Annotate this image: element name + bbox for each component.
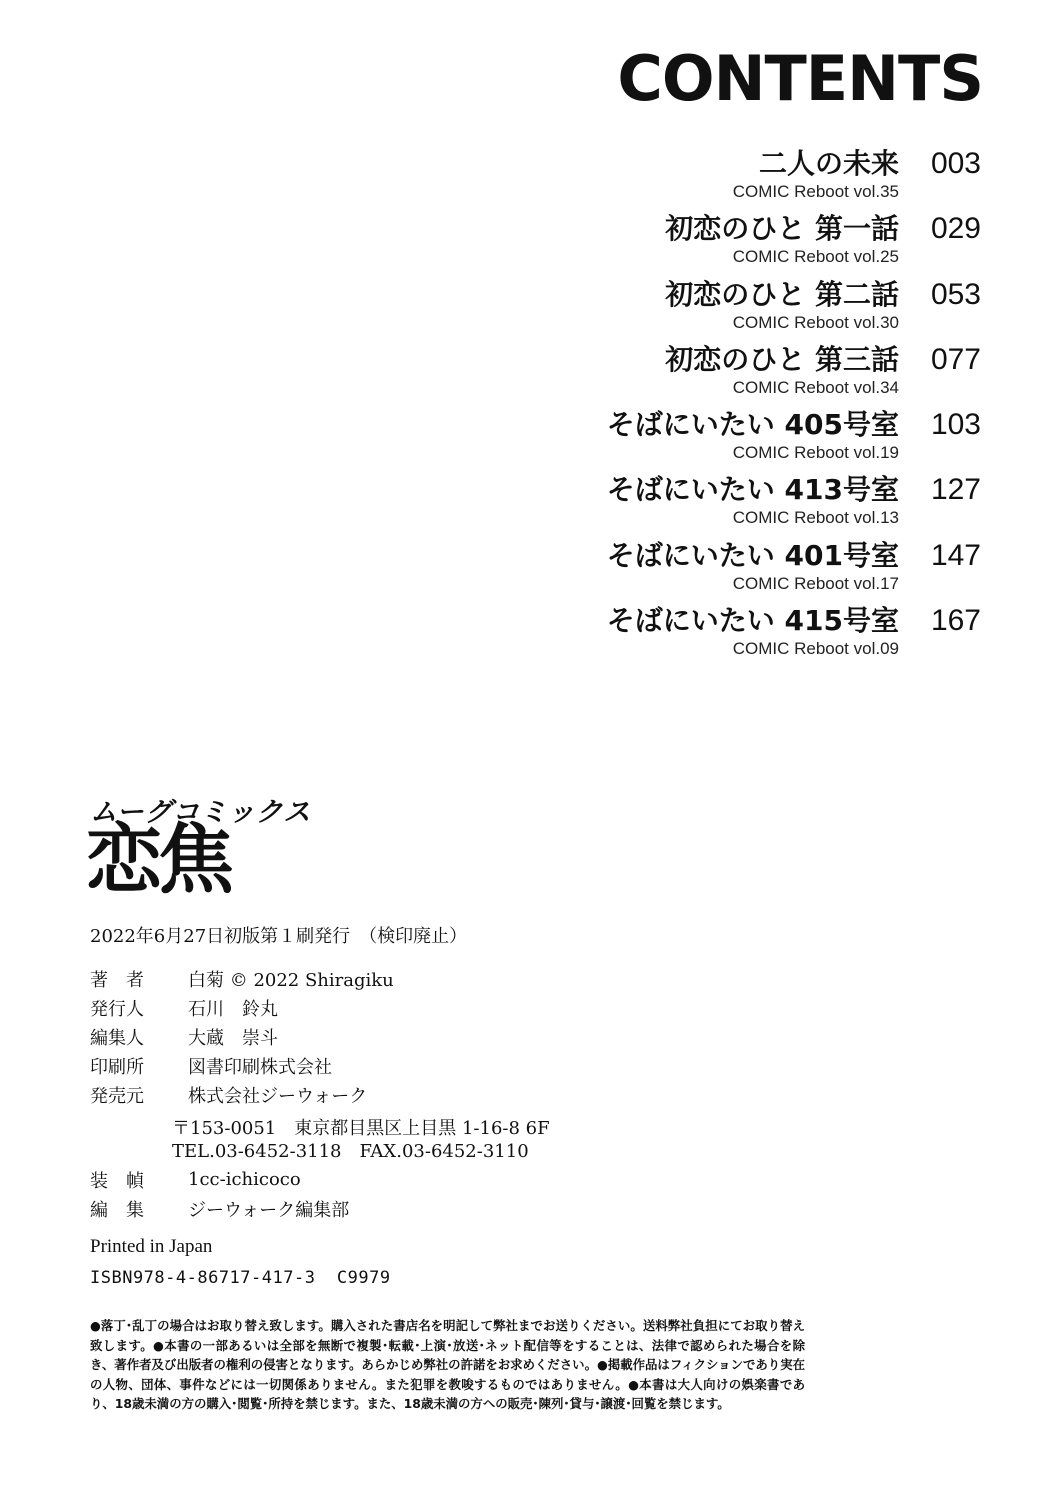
toc-entry[interactable] <box>461 538 981 603</box>
toc-entry[interactable] <box>461 472 981 537</box>
credits-list <box>90 964 394 1109</box>
toc-entry[interactable] <box>461 146 981 211</box>
publisher-address <box>172 1117 550 1163</box>
credit-name: 石川 鈴丸 <box>188 998 278 1020</box>
credit-row <box>90 964 394 993</box>
toc-entry-text <box>607 407 899 463</box>
toc-entry-source: COMIC Reboot vol.19 <box>732 443 899 463</box>
credit-name: 図書印刷株式会社 <box>188 1056 332 1078</box>
credit-row <box>90 1165 349 1194</box>
credit-row <box>90 1051 394 1080</box>
toc-entry[interactable] <box>461 407 981 472</box>
credit-role: 印刷所 <box>90 1056 144 1078</box>
toc-entry-title: 初恋のひと 第三話 <box>665 342 899 376</box>
toc-entry-page: 103 <box>930 408 981 442</box>
isbn: ISBN978-4-86717-417-3 C9979 <box>90 1268 391 1288</box>
toc-entry-page: 127 <box>930 473 981 507</box>
credits-list-secondary <box>90 1165 349 1223</box>
imprint-label: ムーグコミックス <box>90 797 312 828</box>
toc-entry-text <box>607 603 899 659</box>
toc-entry-text <box>665 342 899 398</box>
toc-entry-title: 初恋のひと 第二話 <box>665 277 899 311</box>
toc-entry-text <box>733 146 899 202</box>
toc-entry-text <box>665 211 899 267</box>
printed-in: Printed in Japan <box>90 1236 213 1257</box>
toc-entry-page: 029 <box>930 212 981 246</box>
credit-role: 装 幀 <box>90 1170 144 1192</box>
credit-row <box>90 1080 394 1109</box>
toc-entry-title: そばにいたい 405号室 <box>606 408 899 442</box>
toc-entry-source: COMIC Reboot vol.25 <box>732 247 899 267</box>
toc-entry-source: COMIC Reboot vol.13 <box>732 508 899 528</box>
legal-notice: ●落丁･乱丁の場合はお取り替え致します。購入された書店名を明記して弊社までお送りください。送料弊社負担にてお取り替え致します。●本書の一部あるいは全部を無断で複製･転載･上演･放送･ネット配信等をすることは、法律で認められた場合を除き、著作者及び出版者の権利の侵害となります。あらかじめ弊社の許諾をお求めください。●掲載作品はフィクションであり実在の人物、団体、事件などには一切関係ありません。また犯罪を教唆するものではありません。●本書は大人向けの娯楽書であり、18歳未満の方の購入･閲覧･所持を禁じます。また、18歳未満の方への販売･陳列･貸与･譲渡･回覧を禁じます。 <box>90 1318 805 1412</box>
credit-role: 編 集 <box>90 1199 144 1221</box>
address-line: 〒153-0051 東京都目黒区上目黒 1-16-8 6F <box>172 1118 550 1139</box>
toc-entry-text <box>665 277 899 333</box>
credit-name: ジーウォーク編集部 <box>188 1199 350 1221</box>
toc-entry-title: そばにいたい 415号室 <box>606 604 899 638</box>
toc-entry-page: 077 <box>930 342 981 376</box>
toc-entry-text <box>607 472 899 528</box>
credit-name: 株式会社ジーウォーク <box>188 1085 368 1107</box>
credit-row <box>90 1022 394 1051</box>
book-title: 恋焦 <box>86 815 230 904</box>
toc-entry-text <box>607 538 899 594</box>
contents-heading: CONTENTS <box>617 42 983 115</box>
toc-entry-source: COMIC Reboot vol.30 <box>732 312 899 332</box>
credit-name: 大蔵 崇斗 <box>188 1027 278 1049</box>
credit-name: 白菊 © 2022 Shiragiku <box>188 969 394 991</box>
toc-entry-page: 003 <box>930 147 981 180</box>
toc-entry-source: COMIC Reboot vol.35 <box>732 182 899 201</box>
toc-entry-page: 053 <box>930 277 981 311</box>
edition-line: 2022年6月27日初版第１刷発行 （検印廃止） <box>90 926 468 947</box>
phone-fax-line: TEL.03-6452-3118 FAX.03-6452-3110 <box>172 1141 529 1162</box>
toc-entry-title: 二人の未来 <box>758 147 899 180</box>
toc-entry-title: そばにいたい 401号室 <box>606 538 899 572</box>
toc-entry-title: 初恋のひと 第一話 <box>665 212 899 246</box>
credit-role: 発行人 <box>90 998 144 1020</box>
credit-role: 発売元 <box>90 1085 144 1107</box>
toc-entry-source: COMIC Reboot vol.09 <box>732 639 899 659</box>
toc-entry-page: 167 <box>930 604 981 638</box>
table-of-contents <box>461 146 981 668</box>
toc-entry[interactable] <box>461 211 981 276</box>
credit-row <box>90 993 394 1022</box>
toc-entry-page: 147 <box>930 538 981 572</box>
credit-role: 編集人 <box>90 1027 144 1049</box>
toc-entry-source: COMIC Reboot vol.34 <box>732 377 899 397</box>
credit-row <box>90 1194 349 1223</box>
toc-entry-source: COMIC Reboot vol.17 <box>732 573 899 593</box>
toc-entry[interactable] <box>461 277 981 342</box>
credit-name: 1cc-ichicoco <box>188 1169 301 1190</box>
toc-entry[interactable] <box>461 603 981 668</box>
toc-entry[interactable] <box>461 342 981 407</box>
toc-entry-title: そばにいたい 413号室 <box>606 473 899 507</box>
credit-role: 著 者 <box>90 969 144 991</box>
